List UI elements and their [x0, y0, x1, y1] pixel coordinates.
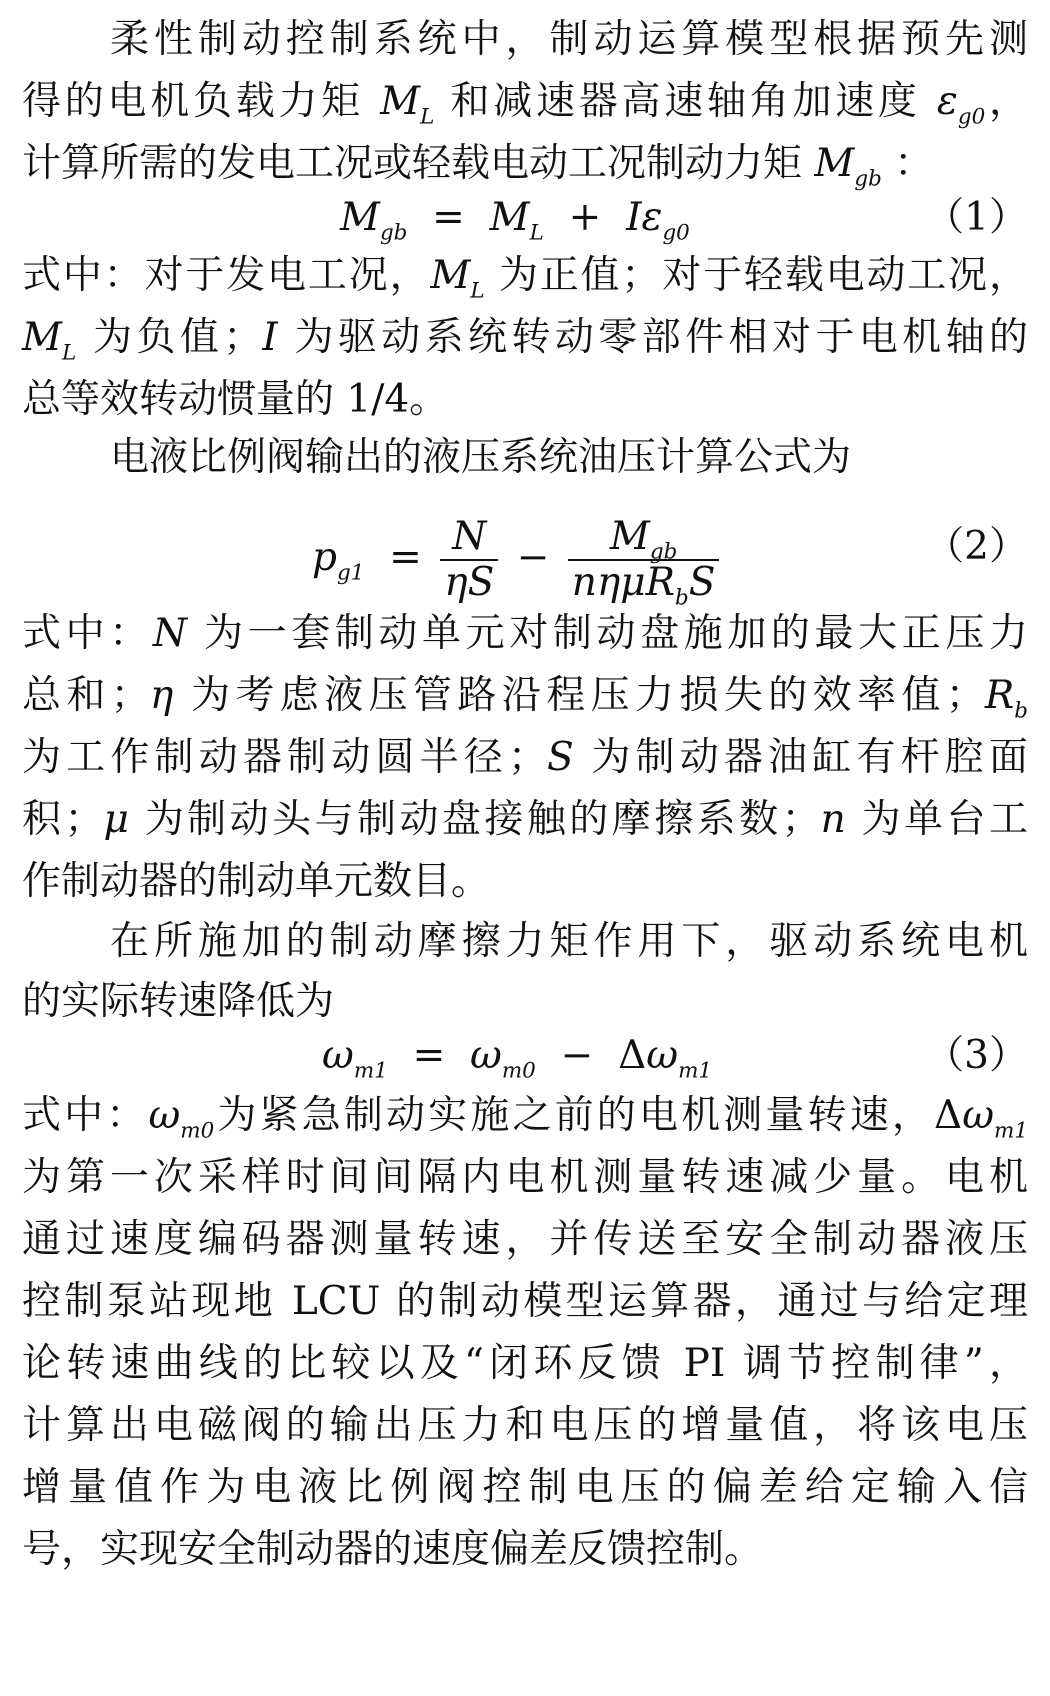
where2-line2: 总和；η 为考虑液压管路沿程压力损失的效率值；$R_b$: [22, 673, 1028, 724]
equation-3: [0, 1024, 1050, 1088]
equation-3-formula: $\omega_{m1} = \omega_{m0} - \Delta\omega_{m1}$: [322, 1033, 713, 1084]
paragraph2-line1: 电液比例阀输出的液压系统油压计算公式为: [110, 435, 852, 480]
where1-line1: 式中：对于发电工况，$M_L$ 为正值；对于轻载电动工况，: [22, 253, 1028, 304]
where2-line5: 作制动器的制动单元数目。: [22, 859, 491, 904]
equation-3-number: （3）: [925, 1033, 1028, 1078]
equation-1: [0, 186, 1050, 250]
where3-line3: 通过速度编码器测量转速，并传送至安全制动器液压: [22, 1217, 1028, 1262]
paragraph3-line1: 在所施加的制动摩擦力矩作用下，驱动系统电机: [110, 919, 1028, 964]
where1-line3: 总等效转动惯量的 1/4。: [22, 377, 449, 422]
equation-2-number: （2）: [925, 524, 1028, 569]
equation-2-formula: $p_{g1}$ = $\frac{N}{\eta S}$ − $\frac{M_{gb}}{n\eta\mu R_bS}$: [312, 515, 725, 605]
paragraph1-line3: 计算所需的发电工况或轻载电动工况制动力矩 $M_{gb}$ ：: [22, 141, 934, 192]
paragraph1-line1: 柔性制动控制系统中，制动运算模型根据预先测: [110, 17, 1028, 62]
where3-line8: 号，实现安全制动器的速度偏差反馈控制。: [22, 1527, 764, 1572]
equation-1-number: （1）: [925, 195, 1028, 240]
where1-line2: $M_L$ 为负值；I 为驱动系统转动零部件相对于电机轴的: [22, 315, 1028, 366]
where3-line1: 式中：$\omega_{m0}$为紧急制动实施之前的电机测量转速，$\Delta\omega_{m1}$: [22, 1093, 1028, 1144]
equation-1-formula: $M_{gb} = M_L + I\varepsilon_{g0}$: [340, 195, 690, 246]
where3-line5: 论转速曲线的比较以及“闭环反馈 PI 调节控制律”，: [22, 1341, 1028, 1386]
where3-line4: 控制泵站现地 LCU 的制动模型运算器，通过与给定理: [22, 1279, 1028, 1324]
where2-line1: 式中：N 为一套制动单元对制动盘施加的最大正压力: [22, 611, 1028, 656]
paragraph3-line2: 的实际转速降低为: [22, 979, 335, 1024]
equation-2: [0, 514, 1050, 611]
where3-line7: 增量值作为电液比例阀控制电压的偏差给定输入信: [22, 1465, 1028, 1510]
where2-line3: 为工作制动器制动圆半径；S 为制动器油缸有杆腔面: [22, 735, 1028, 780]
paragraph1-line2: 得的电机负载力矩 $M_L$ 和减速器高速轴角加速度 $\varepsilon_{g0}$，: [22, 79, 1028, 130]
where2-line4: 积；μ 为制动头与制动盘接触的摩擦系数；n 为单台工: [22, 797, 1028, 842]
where3-line6: 计算出电磁阀的输出压力和电压的增量值，将该电压: [22, 1403, 1028, 1448]
where3-line2: 为第一次采样时间间隔内电机测量转速减少量。电机: [22, 1155, 1028, 1200]
